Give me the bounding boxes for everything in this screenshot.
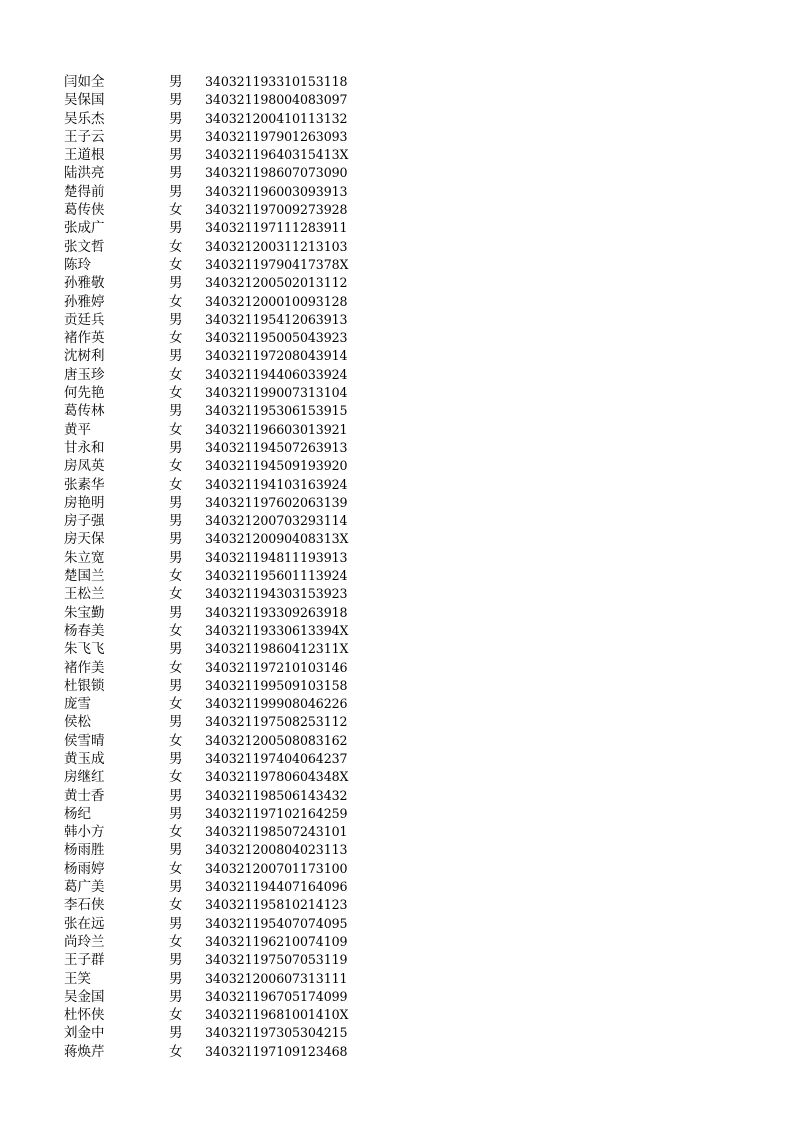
person-gender: 女 [169, 622, 183, 639]
person-gender: 男 [169, 74, 183, 90]
record-row [64, 1043, 384, 1061]
person-id-number: 34032119640315413X [205, 147, 349, 163]
person-name: 褚作美 [64, 659, 105, 676]
record-row [64, 421, 384, 439]
person-id-number: 340321193310153118 [205, 74, 348, 89]
person-gender: 男 [169, 348, 183, 365]
record-row [64, 457, 384, 475]
person-name: 杨春美 [64, 622, 105, 639]
record-row [64, 219, 384, 237]
person-id-number: 340321197009273928 [205, 202, 348, 218]
record-row [64, 347, 384, 365]
person-id-number: 340321200607313111 [205, 970, 348, 986]
person-gender: 女 [169, 696, 183, 713]
person-name: 刘金中 [64, 1025, 105, 1042]
person-record-list [64, 73, 384, 1061]
record-row [64, 970, 384, 988]
person-id-number: 340321195306153915 [205, 403, 348, 419]
person-gender: 男 [169, 787, 183, 804]
person-id-number: 340321194303153923 [205, 586, 348, 602]
person-gender: 男 [169, 1025, 183, 1042]
record-row [64, 585, 384, 603]
person-gender: 男 [169, 952, 183, 969]
person-gender: 男 [169, 513, 183, 530]
record-row [64, 805, 384, 823]
person-name: 张在远 [64, 915, 105, 932]
person-id-number: 340321199509103158 [205, 677, 348, 693]
person-id-number: 340321197602063139 [205, 494, 348, 510]
person-gender: 男 [169, 128, 183, 145]
person-name: 房艳明 [64, 494, 105, 511]
person-name: 杜银锁 [64, 677, 105, 694]
person-gender: 男 [169, 805, 183, 822]
person-id-number: 34032119790417378X [205, 256, 349, 272]
person-gender: 男 [169, 677, 183, 694]
person-id-number: 340321195601113924 [205, 568, 348, 584]
person-gender: 女 [169, 476, 183, 493]
record-row [64, 640, 384, 658]
person-id-number: 340321198004083097 [205, 92, 348, 108]
person-gender: 男 [169, 165, 183, 182]
record-row [64, 787, 384, 805]
person-gender: 女 [169, 659, 183, 676]
person-gender: 女 [169, 732, 183, 749]
person-name: 朱立宽 [64, 549, 105, 566]
person-id-number: 340321200701173100 [205, 860, 348, 876]
record-row [64, 91, 384, 109]
person-gender: 男 [169, 311, 183, 328]
person-id-number: 340321195412063913 [205, 311, 348, 327]
person-id-number: 340321194507263913 [205, 439, 348, 455]
record-row [64, 750, 384, 768]
person-gender: 女 [169, 458, 183, 475]
person-id-number: 340321200410113132 [205, 110, 348, 126]
person-gender: 男 [169, 403, 183, 420]
person-name: 甘永和 [64, 439, 105, 456]
person-gender: 女 [169, 933, 183, 950]
person-name: 杨雨婷 [64, 860, 105, 877]
person-id-number: 34032119860412311X [205, 641, 349, 657]
record-row [64, 1024, 384, 1042]
record-row [64, 823, 384, 841]
record-row [64, 878, 384, 896]
person-id-number: 340321196705174099 [205, 988, 348, 1004]
person-gender: 女 [169, 293, 183, 310]
person-gender: 男 [169, 183, 183, 200]
person-id-number: 340321197901263093 [205, 128, 348, 144]
person-name: 吴保国 [64, 92, 105, 109]
person-name: 房天保 [64, 531, 105, 548]
record-row [64, 1006, 384, 1024]
record-row [64, 860, 384, 878]
record-row [64, 329, 384, 347]
record-row [64, 366, 384, 384]
person-id-number: 340321194407164096 [205, 879, 348, 895]
person-gender: 女 [169, 238, 183, 255]
person-name: 张成广 [64, 220, 105, 237]
person-gender: 女 [169, 586, 183, 603]
record-row [64, 677, 384, 695]
person-id-number: 340321197111283911 [205, 220, 348, 236]
person-id-number: 340321198506143432 [205, 787, 348, 803]
person-name: 陆洪亮 [64, 165, 105, 182]
person-name: 侯雪晴 [64, 732, 105, 749]
person-gender: 男 [169, 750, 183, 767]
record-row [64, 567, 384, 585]
person-name: 张文哲 [64, 238, 105, 255]
person-name: 杨纪 [64, 805, 91, 822]
person-id-number: 340321200703293114 [205, 513, 348, 529]
person-id-number: 340321194509193920 [205, 458, 348, 474]
person-gender: 男 [169, 842, 183, 859]
person-id-number: 340321195810214123 [205, 897, 348, 913]
record-row [64, 110, 384, 128]
person-name: 房继红 [64, 769, 105, 786]
person-name: 朱宝勤 [64, 604, 105, 621]
person-name: 何先艳 [64, 385, 105, 402]
person-id-number: 340321197102164259 [205, 805, 348, 821]
record-row [64, 146, 384, 164]
person-id-number: 340321198607073090 [205, 165, 348, 181]
person-name: 唐玉珍 [64, 366, 105, 383]
person-gender: 女 [169, 421, 183, 438]
person-name: 吴乐杰 [64, 110, 105, 127]
person-name: 葛广美 [64, 879, 105, 896]
record-row [64, 183, 384, 201]
person-name: 张素华 [64, 476, 105, 493]
record-row [64, 915, 384, 933]
person-name: 王道根 [64, 147, 105, 164]
record-row [64, 164, 384, 182]
person-id-number: 340321197404064237 [205, 750, 348, 766]
person-gender: 男 [169, 549, 183, 566]
person-gender: 男 [169, 275, 183, 292]
record-row [64, 274, 384, 292]
person-id-number: 34032119681001410X [205, 1007, 349, 1023]
record-row [64, 713, 384, 731]
person-name: 侯松 [64, 714, 91, 731]
record-row [64, 73, 384, 91]
person-id-number: 340321195407074095 [205, 915, 348, 931]
person-gender: 男 [169, 439, 183, 456]
person-id-number: 340321197208043914 [205, 348, 348, 364]
person-id-number: 340321200010093128 [205, 293, 348, 309]
person-gender: 男 [169, 147, 183, 164]
record-row [64, 659, 384, 677]
person-name: 尚玲兰 [64, 933, 105, 950]
person-gender: 男 [169, 915, 183, 932]
person-gender: 男 [169, 988, 183, 1005]
person-name: 蒋焕芹 [64, 1043, 105, 1060]
person-id-number: 340321194406033924 [205, 366, 348, 382]
person-id-number: 340321193309263918 [205, 604, 348, 620]
person-gender: 男 [169, 531, 183, 548]
record-row [64, 311, 384, 329]
person-id-number: 340321200804023113 [205, 842, 348, 858]
record-row [64, 604, 384, 622]
person-id-number: 340321195005043923 [205, 330, 348, 346]
person-id-number: 340321197507053119 [205, 952, 348, 968]
person-id-number: 340321197305304215 [205, 1025, 348, 1041]
person-gender: 女 [169, 202, 183, 219]
person-gender: 女 [169, 256, 183, 273]
person-name: 吴金国 [64, 988, 105, 1005]
person-gender: 男 [169, 970, 183, 987]
person-id-number: 340321200502013112 [205, 275, 348, 291]
person-gender: 女 [169, 897, 183, 914]
person-name: 陈玲 [64, 256, 91, 273]
person-id-number: 340321194811193913 [205, 549, 348, 565]
person-gender: 男 [169, 641, 183, 658]
person-name: 王笑 [64, 970, 91, 987]
person-name: 葛传侠 [64, 202, 105, 219]
person-name: 王子群 [64, 952, 105, 969]
person-gender: 女 [169, 860, 183, 877]
record-row [64, 476, 384, 494]
record-row [64, 549, 384, 567]
record-row [64, 512, 384, 530]
person-name: 闫如全 [64, 74, 105, 90]
person-name: 葛传林 [64, 403, 105, 420]
person-gender: 女 [169, 824, 183, 841]
person-gender: 男 [169, 879, 183, 896]
person-name: 房子强 [64, 513, 105, 530]
record-row [64, 201, 384, 219]
person-gender: 女 [169, 1043, 183, 1060]
person-gender: 男 [169, 494, 183, 511]
record-row [64, 896, 384, 914]
person-name: 庞雪 [64, 696, 91, 713]
person-name: 贡廷兵 [64, 311, 105, 328]
person-name: 孙雅敬 [64, 275, 105, 292]
person-id-number: 340321199007313104 [205, 385, 348, 401]
person-name: 孙雅婷 [64, 293, 105, 310]
record-row [64, 384, 384, 402]
person-gender: 女 [169, 385, 183, 402]
person-id-number: 340321196210074109 [205, 933, 348, 949]
record-row [64, 695, 384, 713]
person-gender: 男 [169, 110, 183, 127]
person-id-number: 340321200311213103 [205, 238, 348, 254]
person-gender: 男 [169, 604, 183, 621]
record-row [64, 494, 384, 512]
person-id-number: 34032119330613394X [205, 622, 349, 638]
record-row [64, 841, 384, 859]
person-id-number: 340321199908046226 [205, 696, 348, 712]
person-id-number: 340321194103163924 [205, 476, 348, 492]
person-gender: 男 [169, 714, 183, 731]
person-name: 褚作英 [64, 330, 105, 347]
person-id-number: 340321197109123468 [205, 1043, 348, 1059]
person-name: 杨雨胜 [64, 842, 105, 859]
record-row [64, 768, 384, 786]
person-gender: 女 [169, 330, 183, 347]
person-id-number: 340321200508083162 [205, 732, 348, 748]
person-id-number: 340321198507243101 [205, 824, 348, 840]
person-id-number: 340321196003093913 [205, 183, 348, 199]
person-name: 沈树利 [64, 348, 105, 365]
record-row [64, 988, 384, 1006]
person-name: 黄士香 [64, 787, 105, 804]
person-name: 黄玉成 [64, 750, 105, 767]
record-row [64, 238, 384, 256]
person-gender: 女 [169, 366, 183, 383]
person-id-number: 34032119780604348X [205, 769, 349, 785]
person-name: 楚国兰 [64, 568, 105, 585]
record-row [64, 951, 384, 969]
person-name: 朱飞飞 [64, 641, 105, 658]
person-name: 王子云 [64, 128, 105, 145]
person-id-number: 340321196603013921 [205, 421, 348, 437]
person-id-number: 340321197508253112 [205, 714, 348, 730]
record-row [64, 933, 384, 951]
person-gender: 女 [169, 1007, 183, 1024]
person-gender: 男 [169, 220, 183, 237]
person-name: 李石侠 [64, 897, 105, 914]
record-row [64, 128, 384, 146]
record-row [64, 622, 384, 640]
record-row [64, 439, 384, 457]
person-name: 韩小方 [64, 824, 105, 841]
record-row [64, 256, 384, 274]
person-name: 楚得前 [64, 183, 105, 200]
person-name: 房凤英 [64, 458, 105, 475]
person-gender: 男 [169, 92, 183, 109]
record-row [64, 293, 384, 311]
person-name: 王松兰 [64, 586, 105, 603]
person-gender: 女 [169, 769, 183, 786]
person-id-number: 34032120090408313X [205, 531, 349, 547]
record-row [64, 402, 384, 420]
person-id-number: 340321197210103146 [205, 659, 348, 675]
person-name: 黄平 [64, 421, 91, 438]
person-name: 杜怀侠 [64, 1007, 105, 1024]
record-row [64, 530, 384, 548]
record-row [64, 732, 384, 750]
person-gender: 女 [169, 568, 183, 585]
